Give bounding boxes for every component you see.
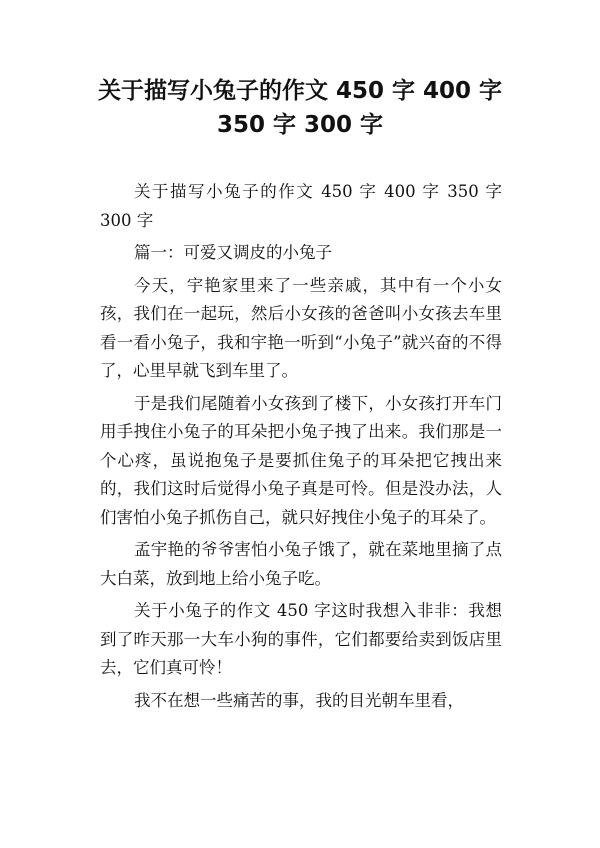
title-line-1: 关于描写小兔子的作文 450 字 400 字 <box>97 78 503 104</box>
paragraph: 于是我们尾随着小女孩到了楼下，小女孩打开车门用手拽住小兔子的耳朵把小兔子拽了出来。我们那是一个心疼，虽说抱兔子是要抓住兔子的耳朵把它拽出来的，我们这时后觉得小兔子真是可怜。但是没办法，人们害怕小兔子抓伤自己，就只好拽住小兔子的耳朵了。 <box>100 393 502 527</box>
paragraph: 篇一：可爱又调皮的小兔子 <box>134 243 332 262</box>
document-title <box>60 74 540 142</box>
paragraph: 我不在想一些痛苦的事，我的目光朝车里看， <box>134 690 464 710</box>
document-body <box>100 178 502 719</box>
paragraph: 关于小兔子的作文 450 字这时我想入非非：我想到了昨天那一大车小狗的事件，它们都要给卖到饭店里去，它们真可怜！ <box>100 601 502 677</box>
paragraph: 孟宇艳的爷爷害怕小兔子饿了，就在菜地里摘了点大白菜，放到地上给小兔子吃。 <box>100 540 502 588</box>
paragraph: 今天，宇艳家里来了一些亲戚，其中有一个小女孩，我们在一起玩，然后小女孩的爸爸叫小女孩去车里看一看小兔子，我和宇艳一听到“小兔子”就兴奋的不得了，心里早就飞到车里了。 <box>100 275 502 380</box>
paragraph: 关于描写小兔子的作文 450 字 400 字 350 字 300 字 <box>100 182 502 230</box>
title-line-2: 350 字 300 字 <box>216 112 384 138</box>
